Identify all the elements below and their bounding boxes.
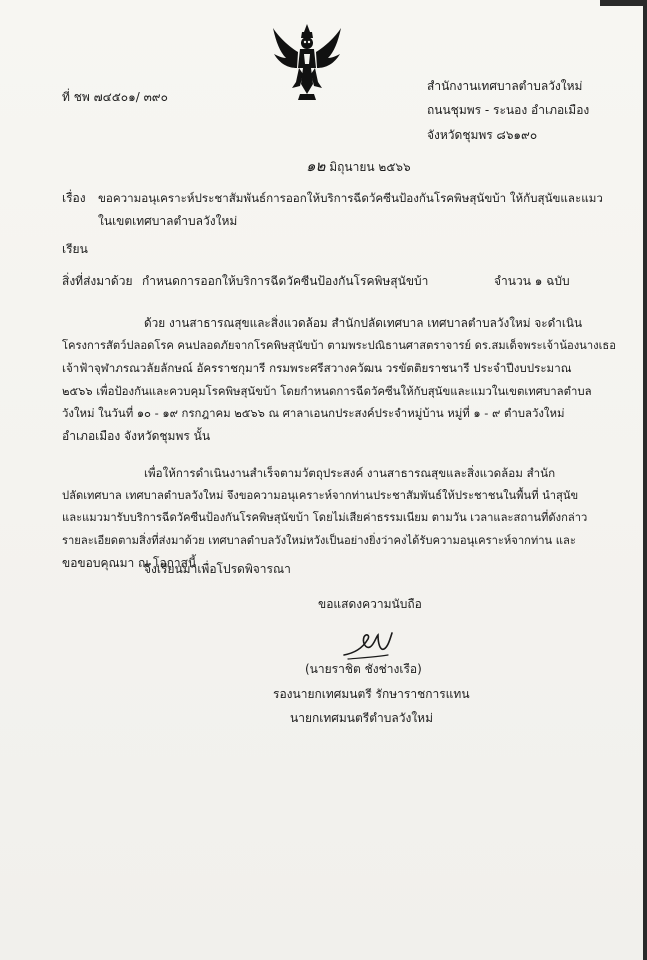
body-paragraph-1 — [62, 312, 616, 447]
enclosure-count: จำนวน ๑ ฉบับ — [494, 274, 570, 288]
letter-date — [306, 158, 411, 175]
handwritten-signature-icon — [340, 625, 400, 665]
enclosure-text: กำหนดการออกให้บริการฉีดวัคซีนป้องกันโรคพิษสุนัขบ้า — [142, 274, 429, 288]
paragraph-2-line: รายละเอียดตามสิ่งที่ส่งมาด้วย เทศบาลตำบลวังใหม่หวังเป็นอย่างยิ่งว่าคงได้รับความอนุเคราะห์จากท่าน และ — [62, 533, 576, 547]
paragraph-1-line: ด้วย งานสาธารณสุขและสิ่งแวดล้อม สำนักปลัดเทศบาล เทศบาลตำบลวังใหม่ จะดำเนิน — [144, 316, 583, 330]
document-number: ที่ ชพ ๗๔๕๐๑/ ๓๙๐ — [62, 90, 168, 104]
date-day-handwritten: ๑๒ — [306, 157, 326, 175]
sender-address-line-3: จังหวัดชุมพร ๘๖๑๙๐ — [427, 128, 538, 142]
paragraph-1-line: อำเภอเมือง จังหวัดชุมพร นั้น — [62, 428, 211, 443]
sender-address-line-1: สำนักงานเทศบาลตำบลวังใหม่ — [427, 79, 583, 93]
body-paragraph-2 — [62, 462, 592, 575]
subject-line-2: ในเขตเทศบาลตำบลวังใหม่ — [98, 214, 238, 228]
page-edge-shadow-top — [600, 0, 647, 6]
paragraph-2-line: เพื่อให้การดำเนินงานสำเร็จตามวัตถุประสงค์ งานสาธารณสุขและสิ่งแวดล้อม สำนัก — [144, 466, 556, 480]
signer-name: (นายราชิต ชังช่างเรือ) — [305, 662, 422, 676]
page-edge-shadow — [643, 0, 647, 960]
enclosure-label: สิ่งที่ส่งมาด้วย — [62, 274, 133, 288]
paragraph-2-line: ปลัดเทศบาล เทศบาลตำบลวังใหม่ จึงขอความอนุเคราะห์จากท่านประชาสัมพันธ์ให้ประชาชนในพื้นที่ นำสุนัข — [62, 488, 579, 502]
paragraph-1-line: โครงการสัตว์ปลอดโรค คนปลอดภัยจากโรคพิษสุนัขบ้า ตามพระปณิธานศาสตราจารย์ ดร.สมเด็จพระเจ้าน้องนางเธอ — [62, 338, 616, 352]
paragraph-1-line: วังใหม่ ในวันที่ ๑๐ - ๑๙ กรกฎาคม ๒๕๖๖ ณ ศาลาเอนกประสงค์ประจำหมู่บ้าน หมู่ที่ ๑ - ๙ ตำบลวังใหม่ — [62, 406, 565, 420]
signer-title-line-2: นายกเทศมนตรีตำบลวังใหม่ — [290, 711, 433, 725]
sender-address-line-2: ถนนชุมพร - ระนอง อำเภอเมือง — [427, 103, 590, 117]
signer-title-line-1: รองนายกเทศมนตรี รักษาราชการแทน — [273, 687, 470, 701]
closing-request: จึงเรียนมาเพื่อโปรดพิจารณา — [144, 562, 291, 576]
subject-line-1: ขอความอนุเคราะห์ประชาสัมพันธ์การออกให้บริการฉีดวัคซีนป้องกันโรคพิษสุนัขบ้า ให้กับสุนัขและแมว — [98, 191, 603, 205]
paragraph-2-line: และแมวมารับบริการฉีดวัคซีนป้องกันโรคพิษสุนัขบ้า โดยไม่เสียค่าธรรมเนียม ตามวัน เวลาและสถานที่ดังกล่าว — [62, 511, 588, 524]
paragraph-2-line: ขอขอบคุณมา ณ โอกาสนี้ — [62, 556, 197, 570]
salutation: เรียน — [62, 242, 88, 256]
garuda-emblem-icon — [270, 22, 344, 102]
date-month-year: มิถุนายน ๒๕๖๖ — [329, 160, 411, 174]
paragraph-1-line: เจ้าฟ้าจุฬาภรณวลัยลักษณ์ อัครราชกุมารี กรมพระศรีสวางควัฒน วรขัตติยราชนารี ประจำปีงบประมาณ — [62, 361, 572, 375]
paragraph-1-line: ๒๕๖๖ เพื่อป้องกันและควบคุมโรคพิษสุนัขบ้า โดยกำหนดการฉีดวัคซีนให้กับสุนัขและแมวในเขตเทศบาลตำบล — [62, 383, 592, 398]
closing-salutation: ขอแสดงความนับถือ — [318, 597, 422, 611]
subject-label: เรื่อง — [62, 191, 86, 205]
